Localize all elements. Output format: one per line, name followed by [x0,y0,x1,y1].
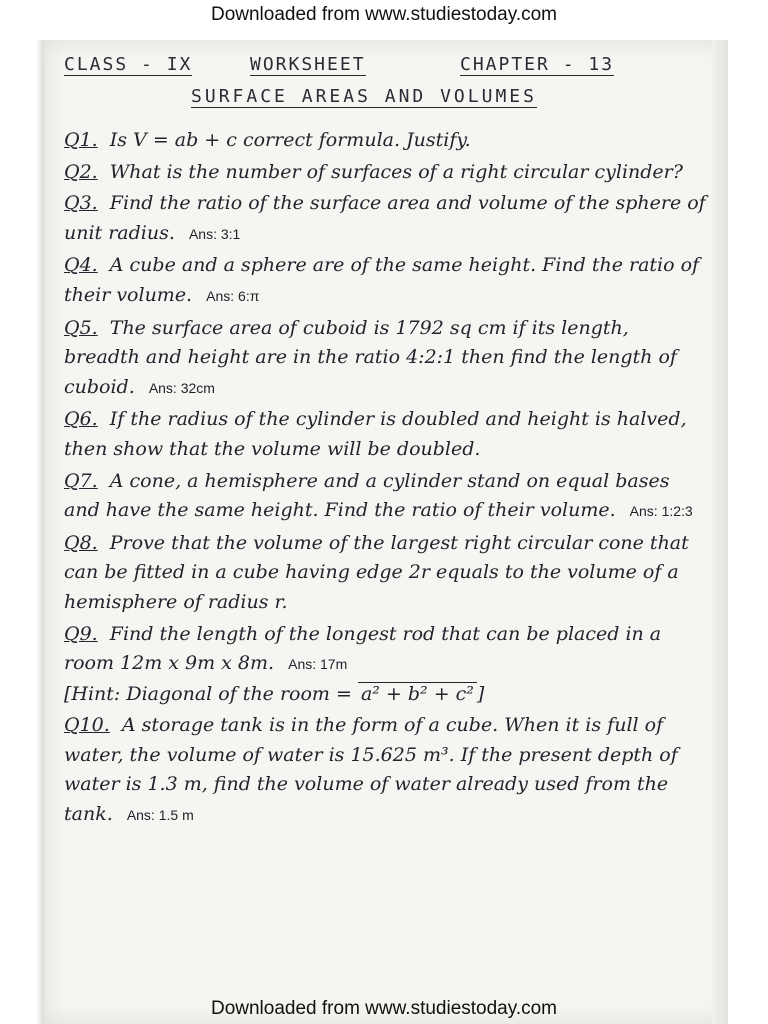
question-3 [64,189,709,249]
square-root-expression: a² + b² + c² [358,682,477,705]
worksheet-label: WORKSHEET [250,54,366,75]
question-text: Is V = ab + c correct formula. Justify. [109,129,471,151]
question-text: The surface area of cuboid is 1792 sq cm if its length, breadth and height are in the ratio 4:2:1 then find the length of cuboid. [64,316,677,398]
question-text: Find the length of the longest rod that can be placed in a room 12m x 9m x 8m. [64,622,662,675]
question-text: A cube and a sphere are of the same height. Find the ratio of their volume. [64,254,700,306]
question-7 [64,467,709,527]
question-10 [64,711,709,830]
answer-label: Ans: 1:2:3 [629,503,693,520]
question-5 [64,314,709,404]
question-number: Q7. [64,469,98,492]
question-number: Q10. [64,714,110,737]
question-list [64,126,709,833]
hint-line [64,680,709,710]
question-text: Prove that the volume of the largest right circular cone that can be fitted in a cube having edge 2r equals to the volume of a hemisphere of radius r. [64,531,689,613]
question-text: What is the number of surfaces of a right circular cylinder? [109,160,683,183]
answer-label: Ans: 32cm [148,379,215,396]
question-number: Q5. [64,316,98,339]
page-title [44,86,684,107]
scanned-worksheet-page [44,40,727,1024]
question-2 [64,158,709,188]
question-number: Q8. [64,531,98,554]
page-edge-shadow [712,40,728,1024]
hint-prefix: [Hint: Diagonal of the room = [64,682,358,705]
answer-label: Ans: 3:1 [188,225,241,242]
question-text: A cone, a hemisphere and a cylinder stand on equal bases and have the same height. Find the ratio of their volume. [64,469,670,522]
question-number: Q9. [64,622,98,645]
binding-gutter [36,40,44,1024]
answer-label: Ans: 1.5 m [126,807,194,824]
title-text: SURFACE AREAS AND VOLUMES [191,86,537,107]
question-text: A storage tank is in the form of a cube. When it is full of water, the volume of water is 15.625 m³. If the present depth of water is 1.3 m, find the volume of water already used from the tank. [64,714,678,826]
answer-label: Ans: 6:π [206,287,260,304]
question-number: Q1. [64,129,98,151]
question-number: Q6. [64,408,98,431]
answer-label: Ans: 17m [288,656,348,673]
question-9 [64,620,709,710]
worksheet-header [64,54,707,84]
question-text: If the radius of the cylinder is doubled and height is halved, then show that the volume will be doubled. [64,408,687,460]
question-4 [64,251,709,311]
chapter-label: CHAPTER - 13 [460,54,615,75]
download-banner-top: Downloaded from www.studiestoday.com [210,4,558,25]
download-banner-bottom: Downloaded from www.studiestoday.com [210,998,558,1019]
question-6 [64,405,709,464]
question-1 [64,126,709,156]
hint-suffix: ] [476,682,485,705]
class-label: CLASS - IX [64,54,193,75]
question-text: Find the ratio of the surface area and volume of the sphere of unit radius. [64,192,706,244]
question-number: Q2. [64,160,98,183]
question-number: Q4. [64,254,98,277]
question-8 [64,529,709,618]
question-number: Q3. [64,192,98,215]
